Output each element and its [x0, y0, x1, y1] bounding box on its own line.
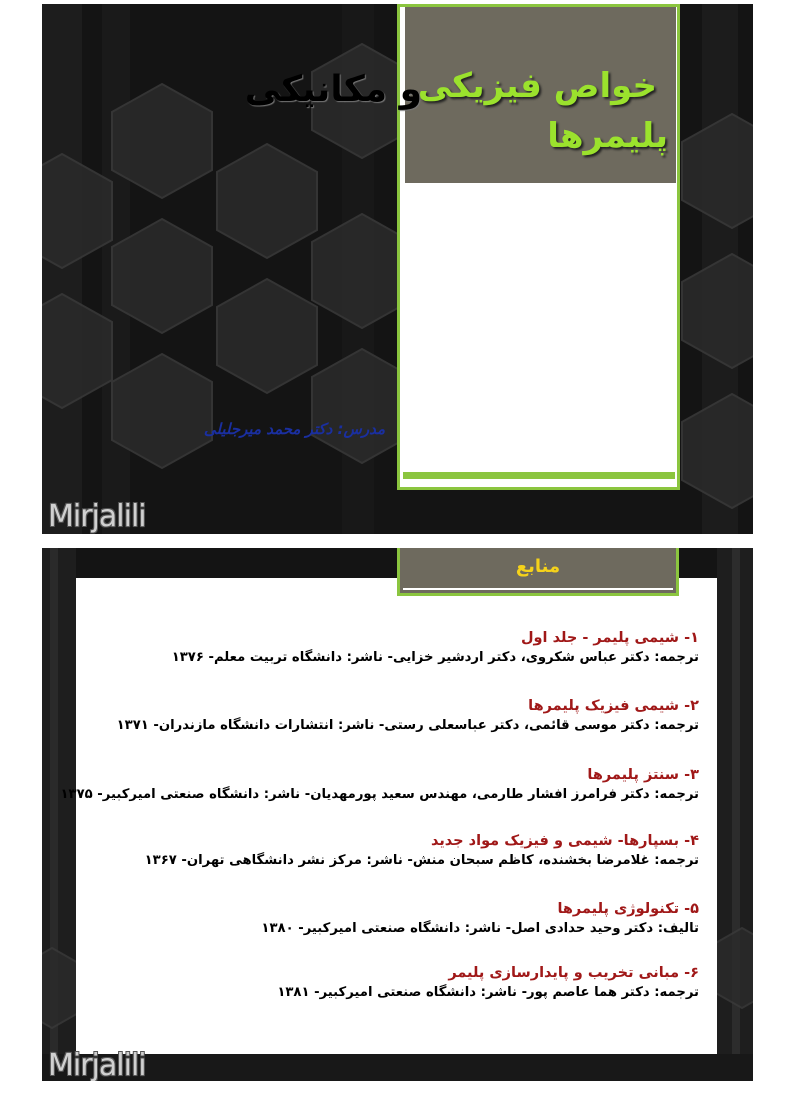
reference-item-5 [261, 899, 699, 939]
reference-details: ترجمه: دکتر موسی قائمی، دکتر عباسعلی رستی- ناشر: انتشارات دانشگاه مازندران- ۱۳۷۱ [116, 718, 699, 733]
watermark: Mirjalili [48, 499, 146, 534]
reference-title: ۵- تکنولوژی پلیمرها [557, 901, 699, 917]
reference-item-3 [60, 765, 699, 805]
reference-details: ترجمه: غلامرضا بخشنده، کاظم سبحان منش- ناشر: مرکز نشر دانشگاهی تهران- ۱۳۶۷ [144, 853, 699, 868]
slide-title-overflow: و مکانیکی [244, 69, 422, 110]
reference-title: ۳- سنتز پلیمرها [587, 767, 699, 783]
reference-details: ترجمه: دکتر هما عاصم پور- ناشر: دانشگاه صنعتی امیرکبیر- ۱۳۸۱ [277, 985, 699, 1000]
references-heading: منابع [515, 556, 561, 577]
slide-title-line2: پلیمرها [547, 116, 668, 156]
reference-item-2 [117, 696, 699, 736]
watermark: Mirjalili [48, 1048, 146, 1081]
tab-underline [403, 588, 673, 590]
reference-title: ۲- شیمی فیزیک پلیمرها [528, 698, 699, 714]
references-slide [42, 548, 753, 1081]
reference-item-4 [145, 831, 699, 871]
reference-title: ۱- شیمی پلیمر - جلد اول [520, 630, 699, 646]
reference-title: ۴- بسپارها- شیمی و فیزیک مواد جدید [430, 833, 699, 849]
reference-details: ترجمه: دکتر فرامرز افشار طارمی، مهندس سعید پورمهدیان- ناشر: دانشگاه صنعتی امیرکبیر- ۱۳۷۵ [60, 787, 699, 802]
reference-details: تالیف: دکتر وحید حدادی اصل- ناشر: دانشگاه صنعتی امیرکبیر- ۱۳۸۰ [261, 921, 699, 936]
reference-item-1 [172, 628, 699, 668]
references-title-tab [397, 548, 679, 596]
slide-title-line1: خواص فیزیکی [417, 66, 657, 106]
reference-title: ۶- مبانی تخریب و پایدارسازی پلیمر [448, 965, 699, 981]
reference-details: ترجمه: دکتر عباس شکروی، دکتر اردشیر خزایی- ناشر: دانشگاه تربیت معلم- ۱۳۷۶ [171, 650, 699, 665]
title-slide [42, 4, 753, 534]
instructor-name: مدرس: دکتر محمد میرجلیلی [203, 420, 385, 438]
references-panel [60, 578, 717, 1054]
accent-line [403, 472, 675, 479]
reference-item-6 [277, 963, 699, 1003]
